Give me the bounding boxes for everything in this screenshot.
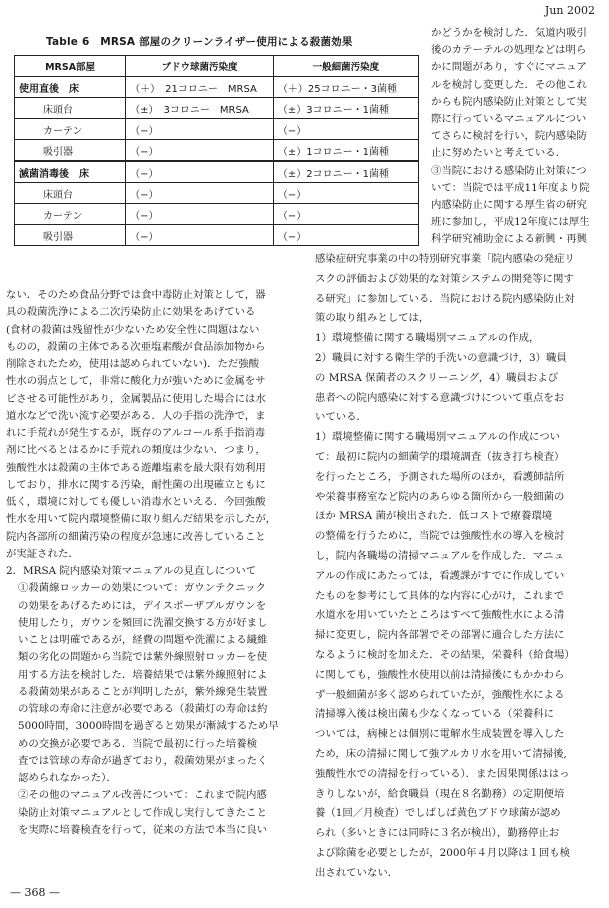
text-line: る殺菌効果があることが判明したが，紫外線発生装置 — [18, 685, 268, 698]
text-line: (食材の殺菌は残留性が少ないため安全性に問題はない — [6, 323, 260, 336]
table-cell: （±）2コロニー・1菌種 — [273, 161, 418, 183]
text-line: なるように検討を加えた．その結果，栄養科（給食場） — [315, 648, 575, 661]
text-line: 査では管球の寿命が過ぎており，殺菌効果がまったく — [18, 754, 268, 767]
text-line: 類の劣化の問題から当院では紫外線照射ロッカーを使 — [18, 651, 268, 664]
text-line: スクの評価および効果的な対策システムの開発等に関す — [315, 272, 574, 285]
table-header-room: MRSA部屋 — [15, 56, 126, 77]
text-line: 性水を用いて院内環境整備に取り組んだ結果を示したが， — [6, 513, 277, 526]
text-line: いて：当院では平成11年度より院 — [431, 181, 590, 194]
table-cell: （−） — [126, 225, 274, 246]
right-body-column — [315, 250, 605, 884]
table-cell: （−） — [273, 225, 418, 246]
text-line: 使用したり，ガウンを頻回に洗濯交換する方が好まし — [18, 616, 268, 629]
text-line: 科学研究補助金による新興・再興 — [431, 233, 587, 246]
text-line: いことは明確であるが，経費の問題や洗濯による繊維 — [18, 634, 268, 646]
text-line: や栄養事務室など院内のあらゆる箇所から一般細菌の — [315, 490, 565, 503]
text-line: 5000時間，3000時間を過ぎると効果が漸減するため早 — [18, 720, 279, 733]
text-line: を実際に培養検査を行って，従来の方法で本当に良い — [18, 823, 268, 836]
table-cell: 吸引器 — [15, 140, 126, 162]
table-cell: （±）1コロニー・1菌種 — [273, 140, 418, 162]
text-line: きりしないが，給食職員（現在８名勤務）の定期便培 — [315, 787, 565, 800]
text-line: ため，床の清掃に関して強アルカリ水を用いて清掃後, — [315, 747, 567, 760]
table-header-staph: ブドウ球菌汚染度 — [126, 56, 274, 77]
text-line: ルを検討し変更した．その他これ — [431, 78, 587, 91]
text-line: 養（1回／月検査）でしばしば黄色ブドウ球菌が認め — [315, 807, 561, 820]
right-top-column — [431, 25, 601, 249]
text-line: 性水の弱点として，非常に酸化力が強いために金属をサ — [6, 375, 266, 388]
page-number: — 368 — — [10, 886, 60, 899]
text-line: かに問題があり，すぐにマニュア — [431, 61, 587, 74]
text-line: からも院内感染防止対策として実 — [431, 95, 587, 108]
text-line: ②その他のマニュアル改善について：これまで院内感 — [18, 789, 267, 802]
text-line: たものを参考にして具体的な内容に心がけ，これまで — [315, 589, 564, 602]
text-line: ほか MRSA 菌が検出された．低コストで療養環境 — [315, 510, 553, 523]
text-line: 水道水を用いていたところはすべて強酸性水による清 — [315, 609, 565, 622]
text-line: 掃に変更し，院内各部署でその部署に適合した方法に — [315, 629, 565, 642]
text-line: 道水などで洗い流す必要がある．人の手指の洗浄で，ま — [6, 409, 266, 422]
header-date: Jun 2002 — [544, 4, 595, 17]
text-line: 患者への院内感染に対する意識づけについて重点をお — [315, 391, 565, 404]
text-line: の効果をあげるためには，デイスポーザブルガウンを — [18, 599, 267, 612]
text-line: 止に努めたいと考えている． — [431, 147, 567, 160]
text-line: を行ったところ，予測された場所のほか，看護師詰所 — [315, 470, 565, 483]
table-header-general: 一般細菌汚染度 — [273, 56, 418, 77]
text-line: 感染症研究事業の中の特別研究事業「院内感染の発症リ — [315, 253, 575, 265]
table-row — [15, 225, 419, 246]
text-line: 強酸性水は殺菌の主体である遊離塩素を最大限有効利用 — [6, 461, 266, 474]
text-line: 2）職員に対する衛生学的手洗いの意識づけ，3）職員 — [315, 351, 567, 364]
text-line: が実証された． — [6, 547, 79, 560]
text-line: かどうかを検討した．気道内吸引 — [431, 27, 587, 39]
text-line: ず一般細菌が多く認められていたが，強酸性水による — [315, 688, 565, 701]
text-line: アルの作成にあたっては，看護課がすでに作成してい — [315, 569, 565, 582]
text-line: 強酸性水での清掃を行っている）．また因果関係ははっ — [315, 767, 570, 780]
text-line: ものの，殺菌の主体である次亜塩素酸が食品添加物から — [6, 340, 266, 353]
table-cell: （＋）25コロニー・3菌種 — [273, 77, 418, 98]
text-line: の管球の寿命に注意が必要である（殺菌灯の寿命は約 — [18, 703, 268, 715]
text-line: ない．そのため食品分野では食中毒防止対策として，器 — [6, 289, 266, 301]
text-line: 具の殺菌洗浄による二次汚染防止に効果をあげている — [6, 306, 256, 319]
table-cell: （＋） 21コロニー MRSA — [126, 77, 274, 98]
text-line: の MRSA 保菌者のスクリーニング，4）職員および — [315, 371, 559, 384]
text-line: る研究」に参加している．当院における院内感染防止対 — [315, 292, 575, 305]
mrsa-table — [14, 55, 419, 246]
table-cell: 滅菌消毒後 床 — [15, 161, 126, 183]
table-row — [15, 183, 419, 204]
table-cell: （−） — [273, 119, 418, 140]
text-line: 院内各部所の細菌汚染の程度が急速に改善していること — [6, 530, 266, 543]
text-line: れに手荒れが発生するが，既存のアルコール系手指消毒 — [6, 427, 266, 439]
text-line: 1）環境整備に関する職場別マニュアルの作成， — [315, 332, 540, 345]
table-cell: （−） — [126, 140, 274, 162]
table-cell: 使用直後 床 — [15, 77, 126, 98]
table-row — [15, 161, 419, 183]
text-line: 後のカテーテルの処理などは明ら — [431, 44, 587, 57]
text-line: 内感染防止に関する厚生省の研究 — [431, 199, 587, 212]
text-line: 染防止対策マニュアルとして作成し実行してきたこと — [18, 806, 267, 819]
text-line: 剤に比べるとはるかに手荒れの頻度は少ない．つまり， — [6, 444, 266, 457]
table-cell: （−） — [273, 204, 418, 225]
text-line: し，院内各職場の清掃マニュアルを作成した．マニュ — [315, 549, 564, 562]
text-line: 削除されたため，使用は認められていない)．ただ強酸 — [6, 358, 260, 370]
text-line: 出されていない． — [315, 866, 399, 879]
table-cell: （±） 3コロニー MRSA — [126, 98, 274, 119]
table-cell: （−） — [273, 183, 418, 204]
table-title: Table 6 MRSA 部屋のクリーンライザー使用による殺菌効果 — [46, 36, 353, 48]
text-line: の整備を行うために，当院では強酸性水の導入を検討 — [315, 530, 565, 543]
text-line: 際に行っているマニュアルについ — [431, 113, 587, 126]
text-line: いている． — [315, 411, 367, 424]
text-line: 班に参加し，平成12年度には厚生 — [431, 216, 590, 229]
left-body-column — [6, 287, 302, 839]
text-line: 低く，環境に対しても優しい消毒水といえる．今回強酸 — [6, 496, 266, 508]
table-cell: （−） — [126, 161, 274, 183]
table-row — [15, 204, 419, 225]
table-cell: 吸引器 — [15, 225, 126, 246]
table-cell: カーテン — [15, 204, 126, 225]
text-line: てさらに検討を行い，院内感染防 — [431, 130, 587, 143]
text-line: に関しても，強酸性水使用以前は清掃後にもかかわら — [315, 668, 565, 681]
text-line: られ（多いときには同時に３名が検出），勤務停止お — [315, 827, 560, 840]
text-line: しており，排水に関する汚染，耐性菌の出現確立ともに — [6, 478, 266, 491]
text-line: 1）環境整備に関する職場別マニュアルの作成につい — [315, 431, 560, 444]
table-cell: （−） — [126, 183, 274, 204]
table-row — [15, 77, 419, 98]
text-line: ③当院における感染防止対策につ — [431, 164, 587, 177]
text-line: 用する方法を検討した．培養結果では紫外線照射によ — [18, 668, 268, 681]
table-row — [15, 140, 419, 162]
text-line: 2．MRSA 院内感染対策マニュアルの見直しについて — [6, 565, 257, 577]
text-line: 策の取り組みとしては， — [315, 312, 430, 325]
table-cell: （−） — [126, 204, 274, 225]
text-line: ビさせる可能性があり，金属製品に使用した場合には水 — [6, 392, 266, 405]
table-cell: 床頭台 — [15, 98, 126, 119]
text-line: 清掃導入後は検出菌も少なくなっている（栄養科に — [315, 708, 554, 721]
text-line: めの交換が必要である．当院で最初に行った培養検 — [18, 737, 257, 750]
text-line: て：最初に院内の細菌学的環境調査（抜き打ち検査） — [315, 450, 565, 463]
text-line: よび除菌を必要としたが，2000年４月以降は１回も検 — [315, 846, 571, 859]
table-cell: （±）3コロニー・1菌種 — [273, 98, 418, 119]
table-cell: （−） — [126, 119, 274, 140]
table-row — [15, 98, 419, 119]
table-cell: カーテン — [15, 119, 126, 140]
table-row — [15, 119, 419, 140]
table-cell: 床頭台 — [15, 183, 126, 204]
text-line: 認められなかった）． — [18, 772, 117, 784]
text-line: ①殺菌線ロッカーの効果について：ガウンテクニック — [18, 582, 266, 595]
text-line: ついては，病棟とは個別に電解水生成装置を導入した — [315, 728, 565, 741]
